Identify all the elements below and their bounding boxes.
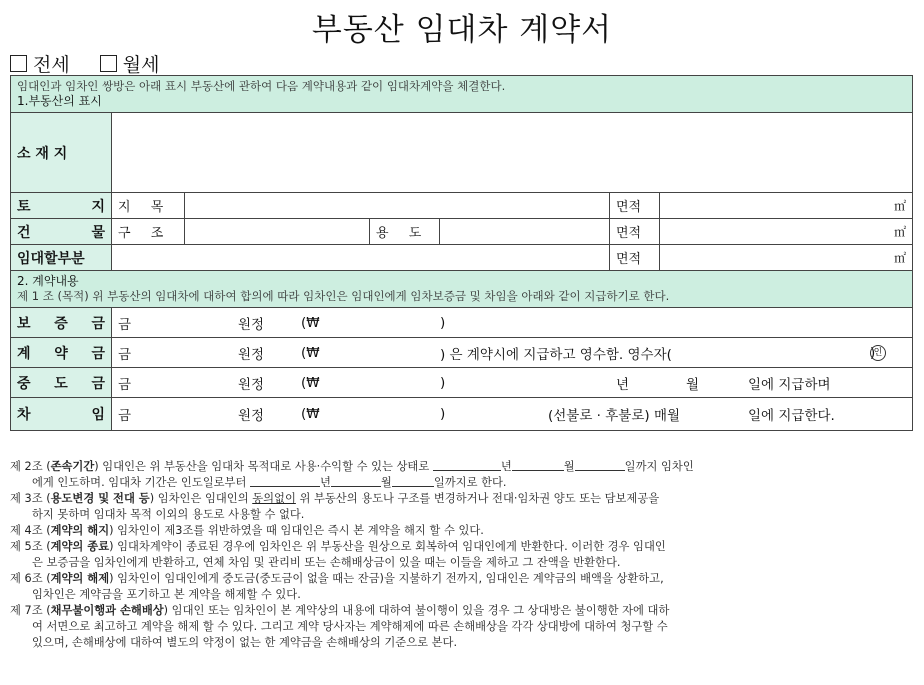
lease-part-area-unit: ㎡	[894, 251, 907, 265]
contract-wonjeong: 원정	[238, 346, 265, 363]
jeonse-checkbox[interactable]	[10, 55, 27, 72]
clause-4: 제 4조 (계약의 해지) 임차인이 제3조를 위반하였을 때 임대인은 즉시 본 계약을 해지 할 수 있다.	[10, 524, 484, 537]
land-area-unit: ㎡	[894, 199, 907, 213]
clause-7-title: 채무불이행과 손해배상	[50, 604, 164, 617]
blank-field[interactable]	[250, 475, 320, 487]
building-area-field[interactable]	[660, 219, 913, 245]
clause-3-line2: 하지 못하며 임대차 목적 이외의 용도로 사용할 수 없다.	[32, 508, 305, 521]
clause-5-line2: 은 보증금을 임차인에게 반환하고, 연체 차임 및 관리비 또는 손해배상금이 있을 때는 이들을 제하고 그 잔액을 반환한다.	[32, 556, 621, 569]
contract-deposit-label: 계 약 금	[11, 338, 112, 368]
rent-wonjeong: 원정	[238, 408, 265, 424]
rent-won-sign: (₩	[301, 406, 320, 422]
clause-6-title: 계약의 해제	[50, 572, 110, 585]
lease-type-options	[10, 50, 183, 77]
middle-won: 금	[118, 376, 132, 393]
deposit-won-sign: (₩	[301, 314, 320, 331]
clause-4-title: 계약의 해지	[50, 524, 110, 537]
contract-receipt-text: ) 은 계약시에 지급하고 영수함. 영수자(	[440, 346, 672, 363]
middle-month: 월	[686, 376, 700, 393]
blank-field[interactable]	[392, 475, 434, 487]
jeonse-label: 전세	[33, 54, 70, 76]
article1-text: 제 1 조 (목적) 위 부동산의 임대차에 대하여 합의에 따라 임차인은 임대인에게 임차보증금 및 차임을 아래와 같이 지급하기로 한다.	[17, 289, 670, 303]
clause-2: 제 2조 (존속기간) 임대인은 위 부동산을 임대차 목적대로 사용·수익할 수 있는 상태로 년 월 일까지 임차인	[10, 460, 694, 473]
deposit-wonjeong: 원정	[238, 316, 265, 333]
contract-deposit-row[interactable]	[112, 338, 913, 368]
land-area-field[interactable]	[660, 193, 913, 219]
rent-won: 금	[118, 408, 132, 424]
building-area-label: 면적	[610, 219, 660, 245]
blank-field[interactable]	[433, 459, 501, 471]
wolse-label: 월세	[122, 54, 160, 76]
clause-2-title: 존속기간	[50, 460, 95, 473]
section1-title: 1.부동산의 표시	[17, 94, 102, 108]
document-title: 부동산 임대차 계약서	[311, 12, 613, 48]
deposit-close: )	[440, 314, 446, 331]
clause-3-title: 용도변경 및 전대 등	[50, 492, 150, 505]
clause-3: 제 3조 (용도변경 및 전대 등) 임차인은 임대인의 동의없이 위 부동산의 용도나 구조를 변경하거나 전대·임차권 양도 또는 담보제공을	[10, 492, 660, 505]
rent-tail: 일에 지급한다.	[748, 408, 835, 424]
building-use-label: 용 도	[370, 219, 440, 245]
lease-part-label: 임대할부분	[11, 245, 112, 271]
clause-6-line2: 임차인은 계약금을 포기하고 본 계약을 해제할 수 있다.	[32, 588, 301, 601]
location-field[interactable]	[112, 113, 913, 193]
contract-clauses	[10, 459, 920, 651]
rent-label: 차 임	[11, 398, 112, 431]
lease-part-area-label: 면적	[610, 245, 660, 271]
middle-year: 년	[616, 376, 630, 393]
clause-5-title: 계약의 종료	[50, 540, 110, 553]
middle-won-sign: (₩	[301, 374, 320, 391]
blank-field[interactable]	[512, 459, 564, 471]
intro-text: 임대인과 임차인 쌍방은 아래 표시 부동산에 관하여 다음 계약내용과 같이 임대차계약을 체결한다.	[17, 79, 506, 93]
seal-mark: 인 )	[870, 345, 875, 361]
deposit-won: 금	[118, 316, 132, 333]
middle-payment-label: 중 도 금	[11, 368, 112, 398]
section2-header	[11, 271, 913, 308]
deposit-row[interactable]	[112, 308, 913, 338]
blank-field[interactable]	[575, 459, 625, 471]
rent-prepost: (선불로 · 후불로) 매월	[548, 408, 681, 424]
rent-row[interactable]	[112, 398, 913, 431]
clause-7-line3: 있으며, 손해배상에 대하여 별도의 약정이 없는 한 계약금을 손해배상의 기준으로 본다.	[32, 636, 458, 649]
deposit-label: 보 증 금	[11, 308, 112, 338]
option-jeonse[interactable]	[10, 54, 70, 76]
building-structure-label: 구 조	[112, 219, 185, 245]
consent-underlined: 동의없이	[252, 492, 296, 505]
section1-header	[11, 76, 913, 113]
clause-7-line2: 여 서면으로 최고하고 계약을 해제 할 수 있다. 그리고 계약 당사자는 계약해제에 따른 손해배상을 각각 상대방에 대하여 청구할 수	[32, 620, 668, 633]
contract-form-table	[10, 75, 913, 431]
land-category-field[interactable]	[185, 193, 610, 219]
land-area-label: 면적	[610, 193, 660, 219]
middle-payment-row[interactable]	[112, 368, 913, 398]
clause-6: 제 6조 (계약의 해제) 임차인이 임대인에게 중도금(중도금이 없을 때는 잔금)을 지불하기 전까지, 임대인은 계약금의 배액을 상환하고,	[10, 572, 664, 585]
blank-field[interactable]	[331, 475, 381, 487]
lease-part-field[interactable]	[112, 245, 610, 271]
land-label: 토 지	[11, 193, 112, 219]
option-wolse[interactable]	[100, 54, 160, 76]
contract-won-sign: (₩	[301, 344, 320, 361]
contract-won: 금	[118, 346, 132, 363]
building-area-unit: ㎡	[894, 225, 907, 239]
wolse-checkbox[interactable]	[100, 55, 117, 72]
clause-5: 제 5조 (계약의 종료) 임대차계약이 종료된 경우에 임차인은 위 부동산을 원상으로 회복하여 임대인에게 반환한다. 이러한 경우 임대인	[10, 540, 666, 553]
building-use-field[interactable]	[440, 219, 610, 245]
seal-icon: 인	[870, 345, 886, 361]
middle-close: )	[440, 374, 446, 391]
middle-tail: 일에 지급하며	[748, 376, 831, 393]
lease-part-area-field[interactable]	[660, 245, 913, 271]
clause-7: 제 7조 (채무불이행과 손해배상) 임대인 또는 임차인이 본 계약상의 내용에 대하여 불이행이 있을 경우 그 상대방은 불이행한 자에 대하	[10, 604, 670, 617]
clause-2-line2: 에게 인도하며. 임대차 기간은 인도일로부터 년 월 일까지로 한다.	[32, 476, 507, 489]
location-label: 소 재 지	[11, 113, 112, 193]
land-category-label: 지 목	[112, 193, 185, 219]
building-structure-field[interactable]	[185, 219, 370, 245]
building-label: 건 물	[11, 219, 112, 245]
section2-title: 2. 계약내용	[17, 274, 79, 288]
middle-wonjeong: 원정	[238, 376, 265, 393]
rent-close: )	[440, 406, 446, 422]
